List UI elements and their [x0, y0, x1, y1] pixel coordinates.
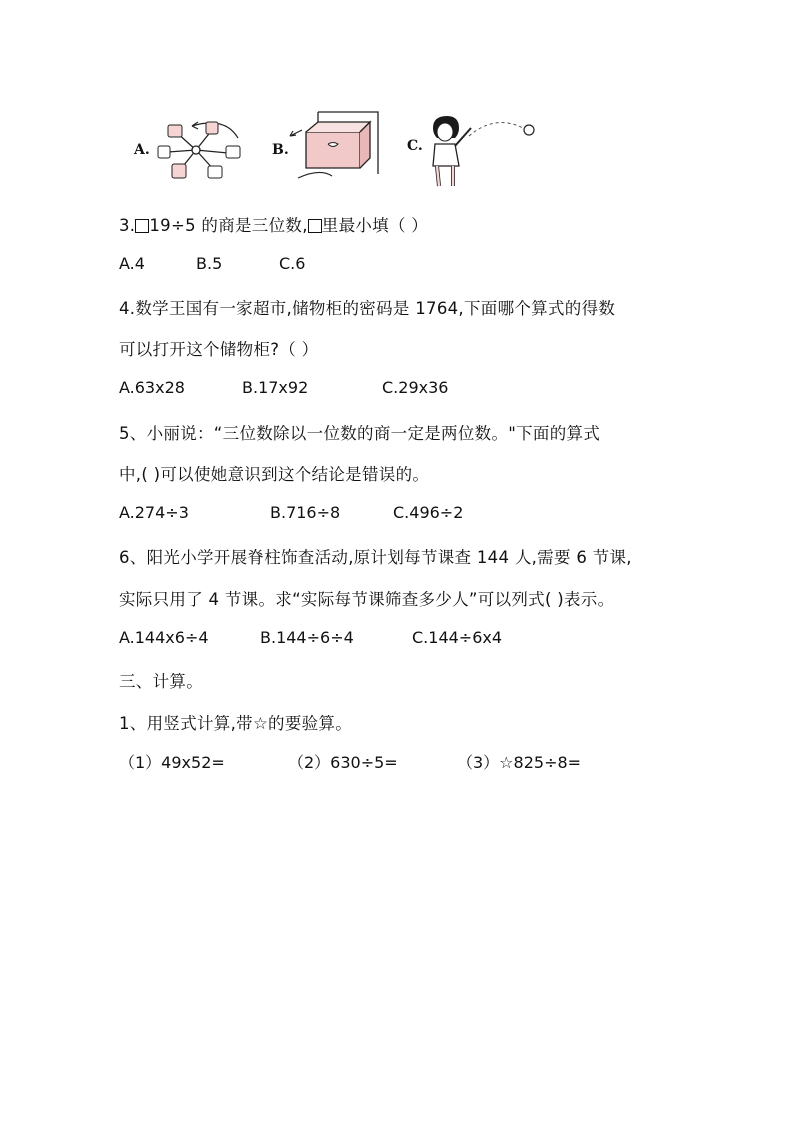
calc-item-2: （2）630÷5= — [288, 753, 398, 772]
q4-option-c[interactable]: C.29x36 — [382, 378, 449, 397]
q3-option-b[interactable]: B.5 — [196, 254, 223, 273]
question-5-line-1: 5、小丽说：“三位数除以一位数的商一定是两位数。"下面的算式 — [119, 424, 601, 443]
question-4-line-2: 可以打开这个储物柜?（ ） — [119, 340, 319, 359]
q5-option-c[interactable]: C.496÷2 — [393, 503, 464, 522]
question-6-line-2: 实际只用了 4 节课。求“实际每节课筛查多少人”可以列式( )表示。 — [119, 590, 615, 609]
q5-option-a[interactable]: A.274÷3 — [119, 503, 189, 522]
section-3-question-1: 1、用竖式计算,带☆的要验算。 — [119, 714, 353, 733]
boy-throwing-ball-illustration — [405, 106, 545, 188]
q4-option-b[interactable]: B.17x92 — [242, 378, 309, 397]
blank-square — [135, 219, 149, 233]
picture-a-label: A. — [134, 142, 150, 158]
question-6-line-1: 6、阳光小学开展脊柱饰查活动,原计划每节课查 144 人,需要 6 节课, — [119, 548, 632, 567]
q6-option-b[interactable]: B.144÷6÷4 — [260, 628, 354, 647]
q6-option-c[interactable]: C.144÷6x4 — [412, 628, 503, 647]
q5-option-b[interactable]: B.716÷8 — [270, 503, 341, 522]
drawer-illustration — [270, 108, 390, 188]
question-3 — [119, 212, 428, 236]
q6-option-a[interactable]: A.144x6÷4 — [119, 628, 209, 647]
q3-option-c[interactable]: C.6 — [279, 254, 306, 273]
picture-c — [405, 106, 545, 188]
question-3-text-2: 里最小填（ ） — [321, 216, 429, 235]
q3-option-a[interactable]: A.4 — [119, 254, 145, 273]
picture-b — [270, 108, 390, 188]
calc-item-1: （1）49x52= — [119, 753, 225, 772]
q4-option-a[interactable]: A.63x28 — [119, 378, 185, 397]
question-4-line-1: 4.数学王国有一家超市,储物柜的密码是 1764,下面哪个算式的得数 — [119, 299, 616, 318]
picture-a — [130, 108, 250, 188]
calc-item-3: （3）☆825÷8= — [457, 753, 582, 772]
picture-b-label: B. — [272, 142, 289, 158]
question-3-number: 3. — [119, 216, 136, 235]
ferris-wheel-illustration — [130, 108, 250, 188]
section-3-heading: 三、计算。 — [119, 672, 203, 691]
question-3-text: 19÷5 的商是三位数, — [149, 216, 308, 235]
blank-square — [308, 219, 322, 233]
picture-c-label: C. — [407, 138, 423, 154]
question-5-line-2: 中,( )可以使她意识到这个结论是错误的。 — [119, 465, 430, 484]
